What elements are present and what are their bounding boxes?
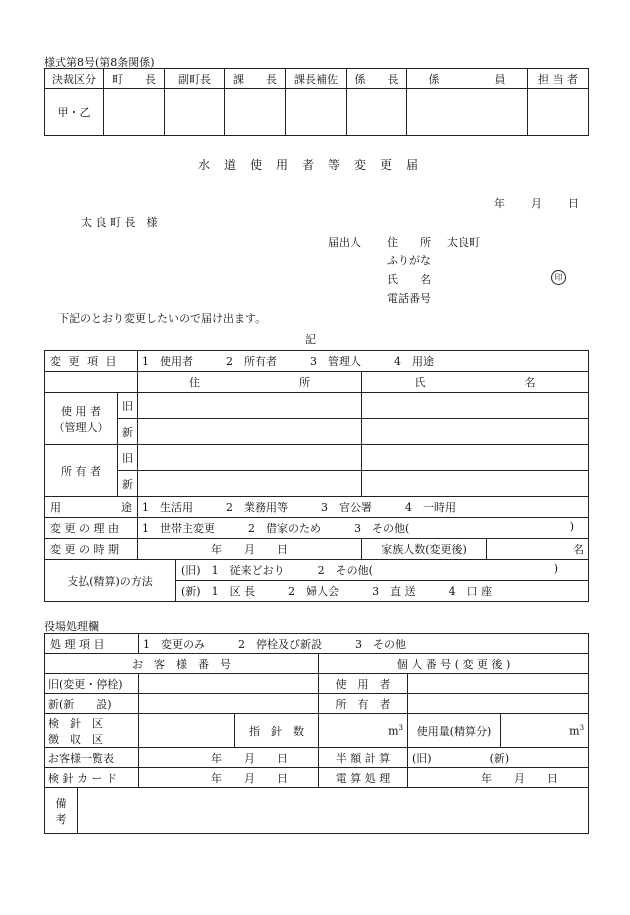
approval-stamp-cell[interactable] xyxy=(347,89,407,136)
old-row-label: 旧(変更・停栓) xyxy=(45,674,139,694)
owner-new-address[interactable] xyxy=(138,471,362,497)
approval-header: 副町長 xyxy=(165,69,225,89)
family-label: 家族人数(変更後) xyxy=(362,539,487,560)
user-old-name[interactable] xyxy=(362,393,589,419)
owner-new-label: 新 xyxy=(118,471,138,497)
reason-close-paren: ) xyxy=(569,520,574,533)
office-user-value[interactable] xyxy=(408,674,589,694)
form-title: 水道使用者等変更届 xyxy=(197,158,432,172)
owner-old-label: 旧 xyxy=(118,445,138,471)
approval-stamp-cell[interactable] xyxy=(165,89,225,136)
computer-label: 電 算 処 理 xyxy=(319,768,408,788)
m3-sup: 3 xyxy=(398,723,403,732)
area-label xyxy=(45,714,139,748)
name-header: 氏 名 xyxy=(362,372,589,393)
customer-no-label: お 客 様 番 号 xyxy=(45,654,319,674)
address-header: 住 所 xyxy=(138,372,362,393)
payment-new[interactable]: (新) 1 区 長 2 婦人会 3 直 送 4 口 座 xyxy=(176,581,589,602)
blank-header xyxy=(45,372,138,393)
collect-area-label: 徴 収 区 xyxy=(48,732,103,746)
computer-date[interactable]: 年 月 日 xyxy=(408,768,589,788)
new-customer-no[interactable] xyxy=(139,694,319,714)
approval-header: 係 員 xyxy=(407,69,528,89)
remarks-b: 考 xyxy=(55,812,67,826)
m3-sup-2: 3 xyxy=(579,723,585,732)
reason-cell[interactable] xyxy=(138,518,589,539)
applicant-phone-label: 電話番号 xyxy=(387,292,431,305)
family-count[interactable]: 名 xyxy=(487,539,589,560)
meter-reading-unit[interactable] xyxy=(319,714,408,748)
usage-amount-unit[interactable] xyxy=(501,714,589,748)
meter-reading-label: 指 針 数 xyxy=(235,714,319,748)
time-label: 変 更 の 時 期 xyxy=(45,539,138,560)
approval-header: 係 長 xyxy=(347,69,407,89)
date-day: 日 xyxy=(568,197,579,210)
usage-items[interactable]: 1 生活用 2 業務用等 3 官公署 4 一時用 xyxy=(138,497,589,518)
payment-old-close: ) xyxy=(553,562,558,575)
new-row-label: 新(新 設) xyxy=(45,694,139,714)
user-new-address[interactable] xyxy=(138,419,362,445)
reason-items: 1 世帯主変更 2 借家のため 3 その他( xyxy=(142,522,410,535)
user-label-line2: （管理人） xyxy=(53,420,109,434)
approval-header: 町 長 xyxy=(104,69,165,89)
customer-list-date[interactable]: 年 月 日 xyxy=(139,748,319,768)
owner-label: 所 有 者 xyxy=(45,445,118,497)
owner-old-address[interactable] xyxy=(138,445,362,471)
meter-area-label: 検 針 区 xyxy=(48,716,103,730)
payment-old[interactable] xyxy=(176,560,589,581)
half-calc-value[interactable] xyxy=(408,748,589,768)
payment-old-text: (旧) 1 従来どおり 2 その他( xyxy=(181,564,373,577)
change-items[interactable]: 1 使用者 2 所有者 3 管理人 4 用途 xyxy=(138,351,589,372)
remarks-a: 備 xyxy=(55,796,67,810)
remarks-label xyxy=(45,788,78,834)
date-year: 年 xyxy=(494,197,505,210)
office-table xyxy=(44,633,589,834)
applicant-name-label: 氏 名 xyxy=(387,273,431,286)
usage-amount-label: 使用量(精算分) xyxy=(408,714,501,748)
usage-label xyxy=(45,497,138,518)
approval-header: 担 当 者 xyxy=(528,69,589,89)
applicant-address-value[interactable]: 太良町 xyxy=(447,236,480,249)
usage-label-a: 用 xyxy=(50,501,61,514)
seal-mark: 印 xyxy=(551,270,566,285)
approval-header: 決裁区分 xyxy=(45,69,104,89)
date-month: 月 xyxy=(531,197,542,210)
time-value[interactable]: 年 月 日 xyxy=(138,539,362,560)
user-label xyxy=(45,393,118,445)
ki-mark: 記 xyxy=(305,333,316,346)
office-owner-label: 所 有 者 xyxy=(319,694,408,714)
approval-stamp-cell[interactable] xyxy=(407,89,528,136)
seal-icon xyxy=(551,270,566,285)
approval-stamp-cell[interactable] xyxy=(225,89,286,136)
reason-label: 変 更 の 理 由 xyxy=(45,518,138,539)
change-item-label: 変 更 項 目 xyxy=(45,351,138,372)
user-label-line1: 使 用 者 xyxy=(61,404,101,418)
process-label: 処 理 項 目 xyxy=(45,634,139,654)
applicant-furigana-label: ふりがな xyxy=(387,254,431,267)
main-table xyxy=(44,350,589,602)
m3-unit: m xyxy=(388,724,399,738)
old-customer-no[interactable] xyxy=(139,674,319,694)
usage-label-b: 途 xyxy=(121,501,132,514)
office-heading: 役場処理欄 xyxy=(44,620,99,633)
applicant-label: 届出人 xyxy=(328,236,361,249)
owner-new-name[interactable] xyxy=(362,471,589,497)
meter-card-date[interactable]: 年 月 日 xyxy=(139,768,319,788)
m3-unit-2: m xyxy=(569,724,580,738)
remarks-value[interactable] xyxy=(78,788,589,834)
applicant-address-label: 住 所 xyxy=(387,236,431,249)
user-new-name[interactable] xyxy=(362,419,589,445)
approval-class-value: 甲・乙 xyxy=(45,89,104,136)
process-items[interactable]: 1 変更のみ 2 停栓及び新設 3 その他 xyxy=(139,634,589,654)
half-calc-old: (旧) xyxy=(412,751,432,765)
area-value[interactable] xyxy=(139,714,235,748)
owner-old-name[interactable] xyxy=(362,445,589,471)
meter-card-label: 検 針 カ ー ド xyxy=(45,768,139,788)
half-calc-label: 半 額 計 算 xyxy=(319,748,408,768)
payment-label: 支払(精算)の方法 xyxy=(45,560,176,602)
office-user-label: 使 用 者 xyxy=(319,674,408,694)
personal-no-label: 個 人 番 号 ( 変 更 後 ) xyxy=(319,654,589,674)
approval-header: 課長補佐 xyxy=(286,69,347,89)
form-number: 様式第8号(第8条関係) xyxy=(44,56,155,69)
user-old-address[interactable] xyxy=(138,393,362,419)
intro-text: 下記のとおり変更したいので届け出ます。 xyxy=(58,312,267,325)
approval-header: 課 長 xyxy=(225,69,286,89)
addressee: 太 良 町 長 様 xyxy=(81,216,158,229)
user-old-label: 旧 xyxy=(118,393,138,419)
approval-stamp-cell[interactable] xyxy=(286,89,347,136)
half-calc-new: (新) xyxy=(489,751,510,765)
approval-table xyxy=(44,68,589,136)
user-new-label: 新 xyxy=(118,419,138,445)
customer-list-label: お客様一覧表 xyxy=(45,748,139,768)
approval-stamp-cell[interactable] xyxy=(528,89,589,136)
approval-stamp-cell[interactable] xyxy=(104,89,165,136)
office-owner-value[interactable] xyxy=(408,694,589,714)
